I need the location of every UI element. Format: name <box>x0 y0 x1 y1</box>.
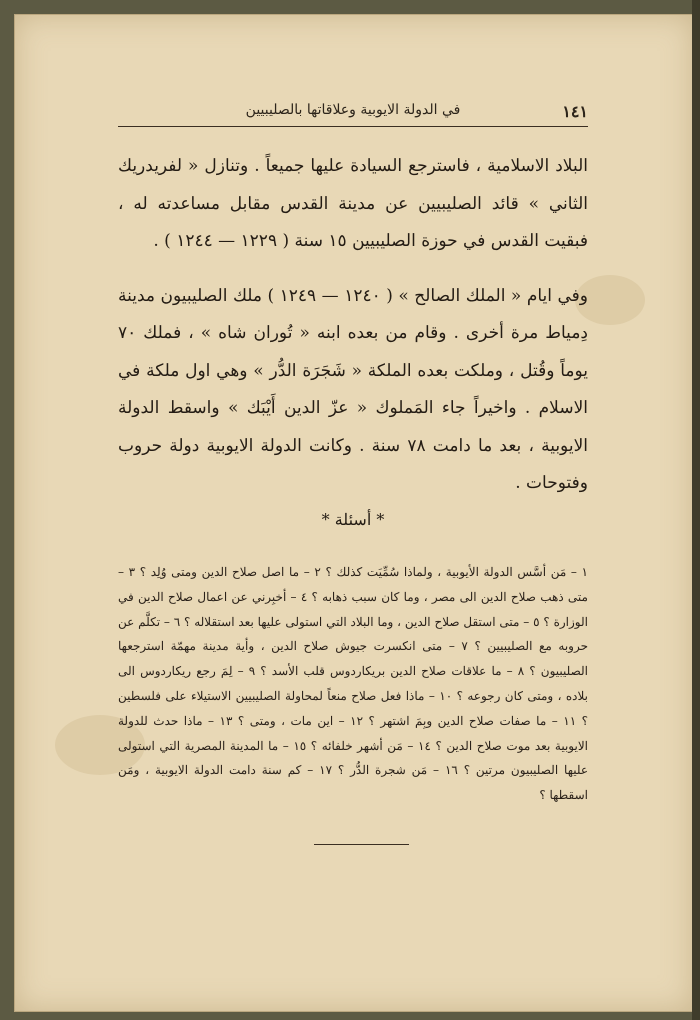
body-text <box>118 148 588 520</box>
book-binding <box>692 0 700 1020</box>
page-header <box>118 100 588 127</box>
page-number: ١٤١ <box>562 102 588 121</box>
divider-line <box>314 844 409 845</box>
paragraph: وفي ايام « الملك الصالح » ( ١٢٤٠ — ١٢٤٩ ) ملك الصليبيون مدينة دِمياط مرة أخرى . وقام من بعده ابنه « تُوران شاه » ، فملك ٧٠ يوماً وقُتل ، وملكت بعده الملكة « شَجَرَة الدُّر » وهي اول ملكة في الاسلام . واخيراً جاء المَملوك « عزّ الدين أَيْبَك » واسقط الدولة الايوبية ، بعد ما دامت ٧٨ سنة . وكانت الدولة الايوبية دولة حروب وفتوحات . <box>118 285 588 493</box>
running-title: في الدولة الايوبية وعلاقاتها بالصليبيين <box>245 102 461 118</box>
questions-list: ١ – مَن أسَّس الدولة الأيوبية ، ولماذا سُمِّيَت كذلك ؟ ٢ – ما اصل صلاح الدين ومتى وُلِد ؟ ٣ – متى ذهب صلاح الدين الى مصر ، وما كان سبب ذهابه ؟ ٤ – أخبِرني عن اعمال صلاح الدين في الوزارة ؟ ٥ – متى استقل صلاح الدين ، وما البلاد التي استولى عليها بعد استقلاله ؟ ٦ – تكلَّم عن حروبه مع الصليبيين ؟ ٧ – متى انكسرت جيوش صلاح الدين ، وأية مدينة مهمّة استرجعها الصليبيون ؟ ٨ – ما علاقات صلاح الدين بريكاردوس قلب الأسد ؟ ٩ – لِمَ رجع ريكاردوس الى بلاده ، ومتى كان رجوعه ؟ ١٠ – ماذا فعل صلاح منعاً لمحاولة الصليبيين الاستيلاء على فلسطين ؟ ١١ – ما صفات صلاح الدين وبِمَ اشتهر ؟ ١٢ – اين مات ، ومتى ؟ ١٣ – ماذا حدث للدولة الايوبية بعد موت صلاح الدين ؟ ١٤ – مَن أشهر خلفائه ؟ ١٥ – ما المدينة المصرية التي استولى عليها الصليبيون مرتين ؟ ١٦ – مَن شجرة الدُّر ؟ ١٧ – كم سنة دامت الدولة الايوبية ، ومَن اسقطها ؟ <box>118 565 589 803</box>
questions-title: * أسئلة * <box>321 510 385 529</box>
paragraph: البلاد الاسلامية ، فاسترجع السيادة عليها جميعاً . وتنازل « لفريدريك الثاني » قائد الصليبيين عن مدينة القدس مقابل مساعدته له ، فبقيت القدس في حوزة الصليبيين ١٥ سنة ( ١٢٢٩ — ١٢٤٤ ) . <box>118 156 588 251</box>
